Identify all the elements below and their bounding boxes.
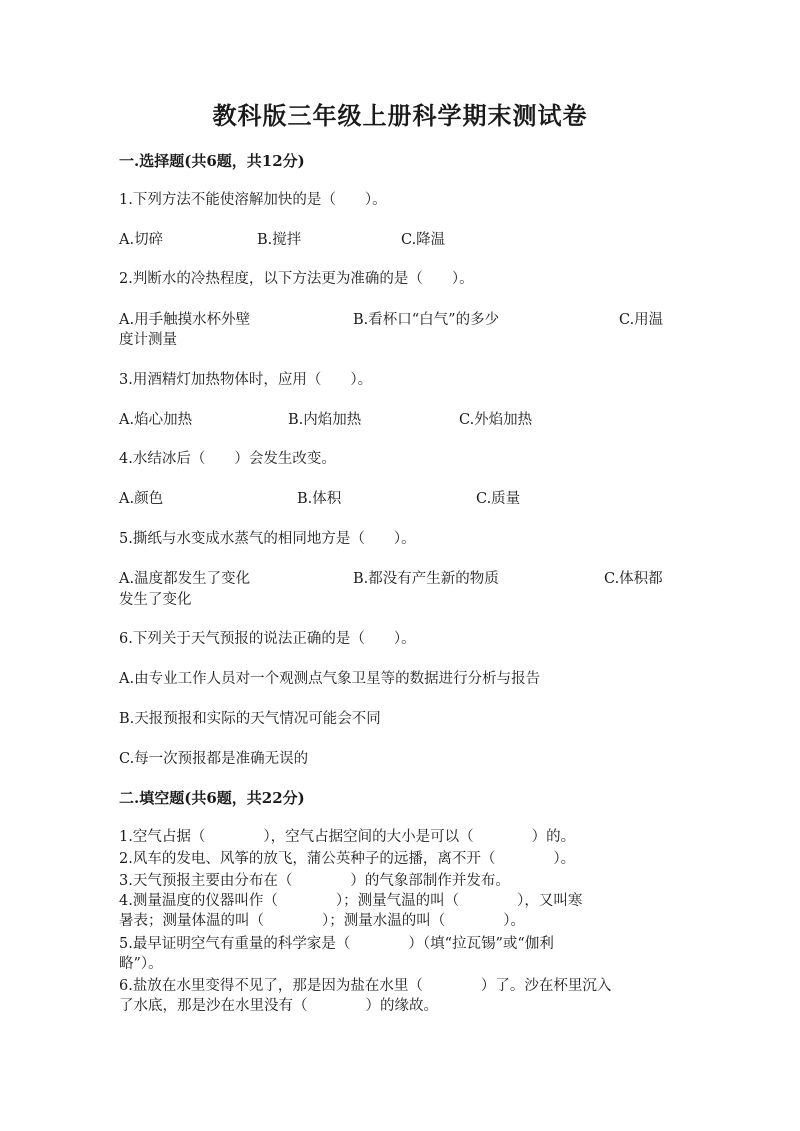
question-4-option-b: B.体积 [297, 491, 342, 507]
question-5-option-a: A.温度都发生了变化 [119, 571, 251, 587]
question-1-option-a: A.切碎 [119, 232, 164, 248]
question-3-stem: 3.用酒精灯加热物体时，应用（ ）。 [119, 372, 373, 388]
question-6-stem: 6.下列关于天气预报的说法正确的是（ ）。 [119, 631, 416, 647]
question-2-option-a: A.用手触摸水杯外壁 [119, 312, 251, 328]
question-6-option-c: C.每一次预报都是准确无误的 [119, 751, 309, 767]
fill-line-4: 4.测量温度的仪器叫作（ ）；测量气温的叫（ ），又叫寒 [119, 893, 583, 909]
fill-line-6: 5.最早证明空气有重量的科学家是（ ）（填“拉瓦锡”或“伽利 [119, 936, 554, 952]
page-title: 教科版三年级上册科学期末测试卷 [212, 101, 588, 130]
fill-line-3: 3.天气预报主要由分布在（ ）的气象部制作并发布。 [119, 873, 510, 889]
question-4-stem: 4.水结冰后（ ）会发生改变。 [119, 451, 336, 467]
question-5-stem: 5.撕纸与水变成水蒸气的相同地方是（ ）。 [119, 531, 416, 547]
fill-line-5: 暑表；测量体温的叫（ ）；测量水温的叫（ ）。 [119, 913, 525, 929]
question-6-option-a: A.由专业工作人员对一个观测点气象卫星等的数据进行分析与报告 [119, 671, 541, 687]
fill-line-1: 1.空气占据（ ），空气占据空间的大小是可以（ ）的。 [119, 829, 576, 845]
fill-line-8: 6.盐放在水里变得不见了，那是因为盐在水里（ ）了。沙在杯里沉入 [119, 978, 612, 994]
question-4-option-c: C.质量 [476, 491, 521, 507]
question-5-option-c-continued: 发生了变化 [119, 592, 192, 608]
question-2-option-c: C.用温 [619, 312, 664, 328]
section-heading-fill-in: 二.填空题(共6题，共22分) [119, 789, 305, 807]
question-1-stem: 1.下列方法不能使溶解加快的是（ ）。 [119, 192, 387, 208]
question-1-option-b: B.搅拌 [257, 232, 302, 248]
question-2-stem: 2.判断水的冷热程度，以下方法更为准确的是（ ）。 [119, 271, 474, 287]
section-heading-choice: 一.选择题(共6题，共12分) [119, 152, 305, 170]
question-2-option-c-continued: 度计测量 [119, 332, 177, 348]
question-6-option-b: B.天报预报和实际的天气情况可能会不同 [119, 711, 381, 727]
question-2-option-b: B.看杯口“白气”的多少 [353, 312, 500, 328]
question-5-option-c: C.体积都 [604, 571, 663, 587]
question-3-option-b: B.内焰加热 [288, 412, 362, 428]
question-3-option-c: C.外焰加热 [459, 412, 533, 428]
question-5-option-b: B.都没有产生新的物质 [353, 571, 499, 587]
fill-line-2: 2.风车的发电、风筝的放飞，蒲公英种子的远播，离不开（ ）。 [119, 851, 576, 867]
question-3-option-a: A.焰心加热 [119, 412, 193, 428]
fill-line-9: 了水底，那是沙在水里没有（ ）的缘故。 [119, 998, 438, 1014]
question-1-option-c: C.降温 [401, 232, 446, 248]
fill-line-7: 略”）。 [119, 956, 163, 972]
question-4-option-a: A.颜色 [119, 491, 164, 507]
